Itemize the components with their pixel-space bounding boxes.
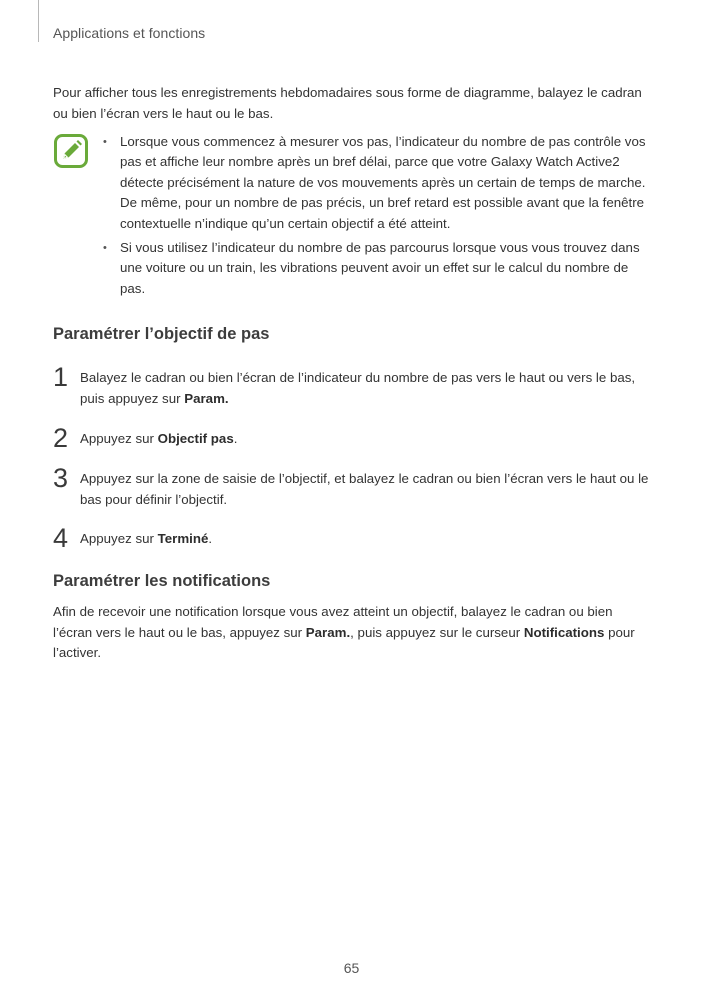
step-ui-label: Terminé (157, 531, 209, 546)
step-text-part: Appuyez sur la zone de saisie de l’objectif, et balayez le cadran ou bien l’écran vers le haut ou le bas pour définir l’objectif. (80, 471, 649, 507)
section-title-notifications: Paramétrer les notifications (53, 572, 271, 590)
paragraph-text-part: pour l’activer. (53, 624, 635, 660)
page-number: 65 (343, 960, 360, 976)
note-item (102, 132, 654, 234)
paragraph-text-part: Afin de recevoir une notification lorsque vous avez atteint un objectif, balayez le cadran ou bien l’écran vers le haut ou le bas, appuyez sur (53, 604, 613, 640)
step-number: 4 (53, 523, 69, 553)
ui-label: Notifications (523, 624, 605, 640)
note-item-text: Si vous utilisez l’indicateur du nombre de pas parcourus lorsque vous vous trouvez dans une voiture ou un train, les vibrations peuvent avoir un effet sur le calcul du nombre de pas. (120, 240, 640, 296)
step-number: 1 (53, 362, 69, 392)
step-text-part: Appuyez sur (80, 531, 158, 546)
step-ui-label: Param. (184, 390, 229, 406)
note-pencil-icon (54, 134, 88, 168)
bullet: • (103, 136, 107, 148)
intro-paragraph: Pour afficher tous les enregistrements hebdomadaires sous forme de diagramme, balayez le cadran ou bien l’écran vers le haut ou le bas. (53, 85, 642, 121)
step-text (80, 529, 652, 550)
running-header: Applications et fonctions (53, 25, 206, 41)
step-number: 2 (53, 423, 69, 453)
notifications-paragraph (53, 602, 653, 664)
step-text-part: . (233, 431, 238, 446)
paragraph-text-part: , puis appuyez sur le curseur (350, 624, 524, 640)
header-divider (38, 0, 39, 42)
ui-label: Param. (305, 624, 351, 640)
step-text (80, 429, 652, 450)
step-text-part: Balayez le cadran ou bien l’écran de l’indicateur du nombre de pas vers le haut ou vers le bas, puis appuyez sur (80, 370, 636, 406)
step-text-part: . (208, 531, 213, 546)
step-ui-label: Objectif pas (157, 431, 234, 446)
note-item (102, 238, 654, 299)
step-number: 3 (53, 463, 69, 493)
step-text (80, 469, 652, 510)
bullet: • (103, 242, 107, 255)
step-text-part: Appuyez sur (80, 431, 158, 446)
section-title-step-goal: Paramétrer l’objectif de pas (53, 325, 270, 343)
note-item-text: Lorsque vous commencez à mesurer vos pas, l’indicateur du nombre de pas contrôle vos pas et affiche leur nombre après un bref délai, parce que votre Galaxy Watch Active2 détecte précisément la nature de vos mouvements après un certain de temps de marche. De même, pour un nombre de pas précis, un bref retard est possible avant que la fenêtre contextuelle n’indique qu’un certain objectif a été atteint. (120, 134, 646, 231)
step-text (80, 368, 652, 409)
note-list (102, 132, 654, 303)
